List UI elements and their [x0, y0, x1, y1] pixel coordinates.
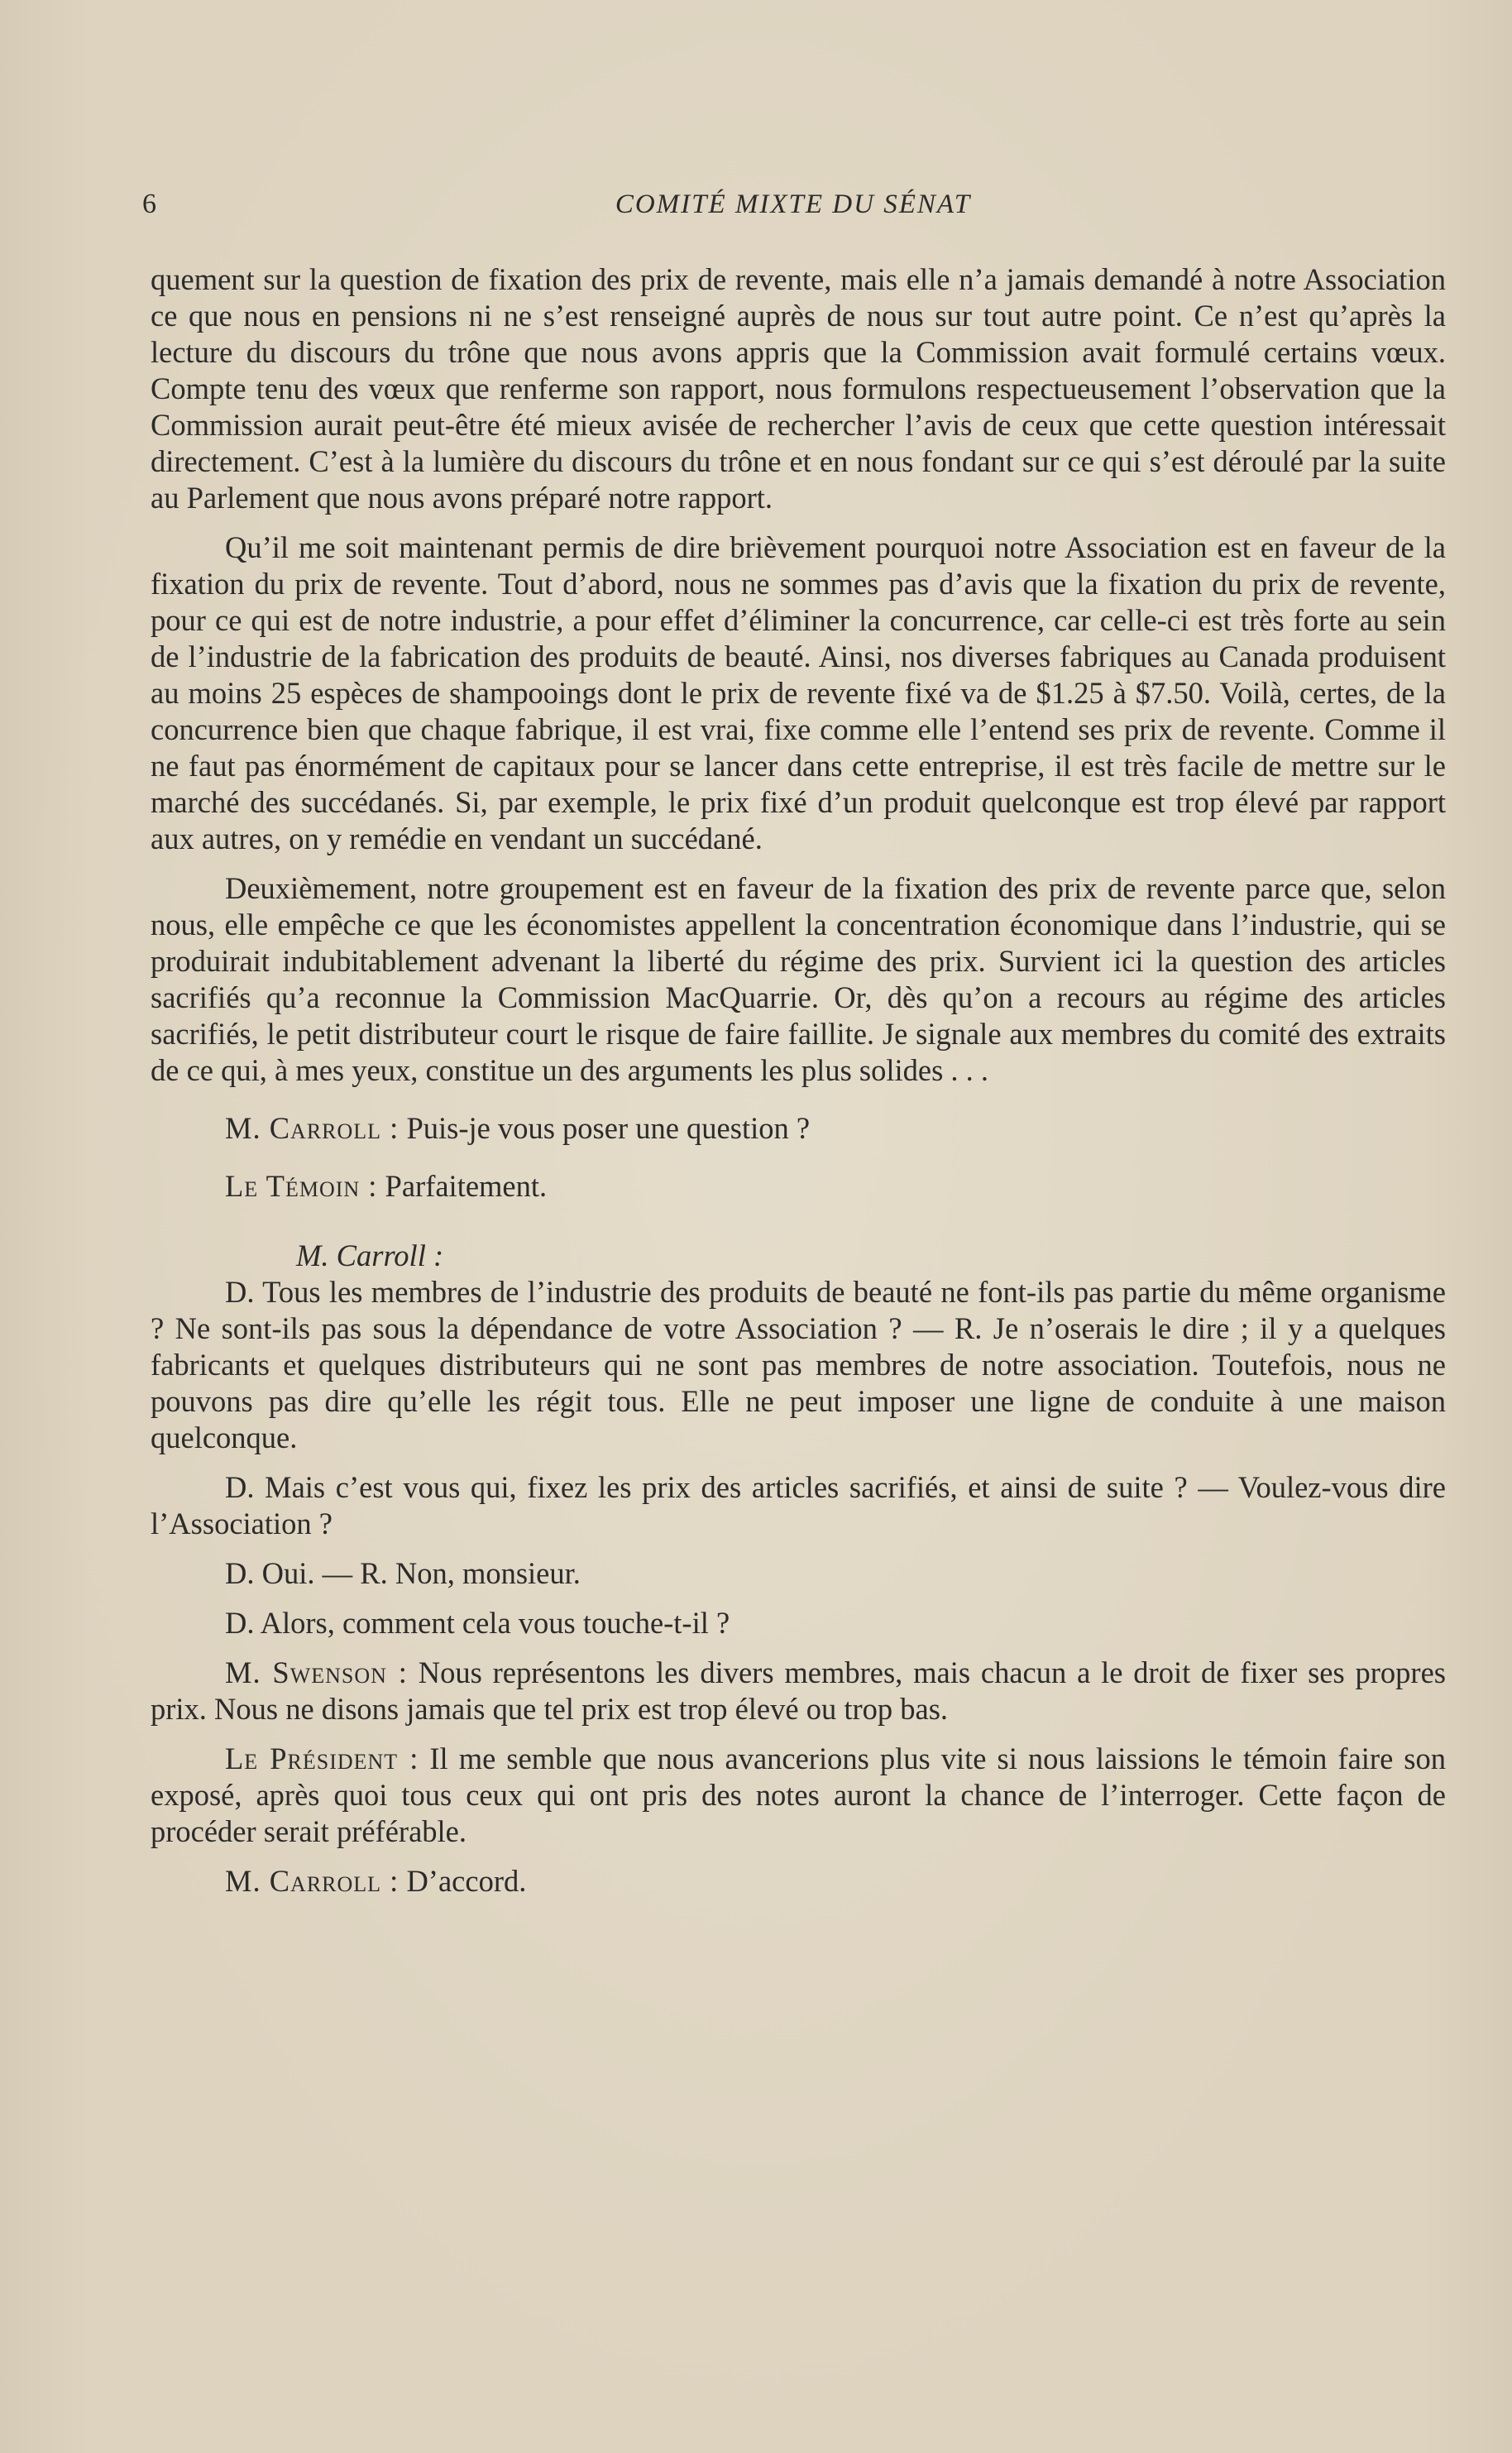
- speech-text: Il me semble que nous avancerions plus vite si nous laissions le témoin faire son exposé, après quoi tous ceux qui ont pris des notes auront la chance de l’interroger. Cette façon de procéder serait préférable.: [151, 1742, 1447, 1848]
- speaker-name: M. Carroll :: [225, 1111, 400, 1145]
- paragraph-continued: quement sur la question de fixation des prix de revente, mais elle n’a jamais demandé à notre Association ce que nous en pensions ni ne s’est renseigné auprès de nous sur tout autre point. Ce n’est qu’après la lecture du discours du trône que nous avons appris que la Commission avait formulé certains vœux. Compte tenu des vœux que renferme son rapport, nous formulons respectueusement l’observation que la Commission aurait peut-être été mieux avisée de rechercher l’avis de ceux que cette question intéressait directement. C’est à la lumière du discours du trône et en nous fondant sur ce qui s’est déroulé par la suite au Parlement que nous avons préparé notre rapport.: [151, 262, 1446, 515]
- speaker-line: [151, 1110, 1446, 1147]
- speaker-name: Le Témoin :: [225, 1169, 378, 1203]
- paragraph: Qu’il me soit maintenant permis de dire brièvement pourquoi notre Association est en faveur de la fixation du prix de revente. Tout d’abord, nous ne sommes pas d’avis que la fixation du prix de revente, pour ce qui est de notre industrie, a pour effet d’éliminer la concurrence, car celle-ci est très forte au sein de l’industrie de la fabrication des produits de beauté. Ainsi, nos diverses fabriques au Canada produisent au moins 25 espèces de shampooings dont le prix de revente fixé va de $1.25 à $7.50. Voilà, certes, de la concurrence bien que chaque fabrique, il est vrai, fixe comme elle l’entend ses prix de revente. Comme il ne faut pas énormément de capitaux pour se lancer dans cette entreprise, il est très facile de mettre sur le marché des succédanés. Si, par exemple, le prix fixé d’un produit quelconque est trop élevé par rapport aux autres, on y remédie en vendant un succédané.: [151, 530, 1446, 855]
- page-header: [142, 184, 1444, 225]
- speech-text: Parfaitement.: [385, 1169, 548, 1203]
- speaker-name: Le Président :: [225, 1742, 419, 1775]
- interrogator-heading: M. Carroll :: [296, 1238, 444, 1272]
- question-answer: D. Tous les membres de l’industrie des produits de beauté ne font-ils pas partie du même organisme ? Ne sont-ils pas sous la dépendance de votre Association ? — R. Je n’oserais le dire ; il y a quelques fabricants et quelques distributeurs qui ne sont pas membres de notre association. Toutefois, nous ne pouvons pas dire qu’elle les régit tous. Elle ne peut imposer une ligne de conduite à une maison quelconque.: [151, 1275, 1446, 1454]
- speech-text: Puis-je vous poser une question ?: [406, 1111, 811, 1145]
- speaker-line: [151, 1168, 1446, 1205]
- speaker-line: [151, 1741, 1446, 1850]
- speech-text: D’accord.: [406, 1864, 527, 1898]
- speaker-line: [151, 1655, 1446, 1727]
- question-answer: D. Alors, comment cela vous touche-t-il ?: [225, 1606, 730, 1640]
- page-number: 6: [142, 189, 156, 219]
- paragraph: Deuxièmement, notre groupement est en faveur de la fixation des prix de revente parce que, selon nous, elle empêche ce que les économistes appellent la concentration économique dans l’industrie, qui se produirait indubitablement advenant la liberté du régime des prix. Survient ici la question des articles sacrifiés qu’a reconnue la Commission MacQuarrie. Or, dès qu’on a recours au régime des articles sacrifiés, le petit distributeur court le risque de faire faillite. Je signale aux membres du comité des extraits de ce qui, à mes yeux, constitue un des arguments les plus solides . . .: [151, 871, 1446, 1087]
- speech-text: Nous représentons les divers membres, mais chacun a le droit de fixer ses propres prix. Nous ne disons jamais que tel prix est trop élevé ou trop bas.: [151, 1655, 1446, 1726]
- question-answer: D. Mais c’est vous qui, fixez les prix des articles sacrifiés, et ainsi de suite ? — Voulez-vous dire l’Association ?: [151, 1470, 1446, 1540]
- body-text: [151, 261, 1446, 1900]
- running-title: COMITÉ MIXTE DU SÉNAT: [615, 189, 972, 219]
- speaker-name: M. Swenson :: [225, 1655, 408, 1689]
- speaker-name: M. Carroll :: [225, 1864, 400, 1898]
- question-answer: D. Oui. — R. Non, monsieur.: [225, 1556, 581, 1590]
- speaker-line: [151, 1863, 1446, 1900]
